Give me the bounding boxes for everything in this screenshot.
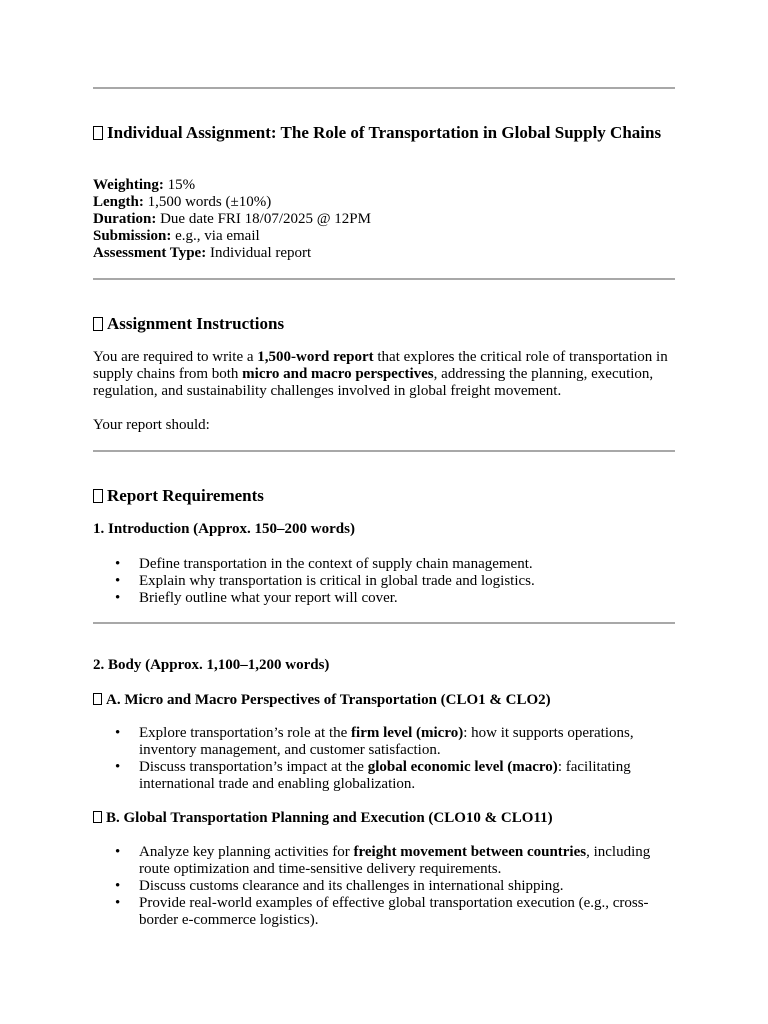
meta-submission: Submission: e.g., via email — [93, 228, 260, 244]
instructions-heading: Assignment Instructions — [93, 314, 675, 333]
section-b-heading: B. Global Transportation Planning and Execution (CLO10 & CLO11) — [93, 810, 675, 827]
list-item: • Explain why transportation is critical in global trade and logistics. — [93, 573, 675, 590]
page-title — [93, 123, 675, 142]
meta-length: Length: 1,500 words (±10%) — [93, 194, 272, 210]
divider — [93, 278, 675, 280]
list-item: • Analyze key planning activities for freight movement between countries, including route optimization and time-sensitive delivery requirements. — [93, 844, 675, 878]
page-title-text: Individual Assignment: The Role of Transportation in Global Supply Chains — [107, 123, 662, 142]
introduction-list — [93, 556, 675, 607]
section-a-heading: A. Micro and Macro Perspectives of Transportation (CLO1 & CLO2) — [93, 692, 675, 709]
body-heading: 2. Body (Approx. 1,100–1,200 words) — [93, 657, 330, 673]
divider — [93, 622, 675, 624]
requirements-heading: Report Requirements — [93, 486, 675, 505]
document-icon — [93, 126, 103, 140]
assignment-meta — [93, 177, 675, 262]
section-icon — [93, 811, 102, 823]
list-item: • Provide real-world examples of effective global transportation execution (e.g., cross-border e-commerce logistics). — [93, 895, 675, 929]
clipboard-icon — [93, 317, 103, 331]
list-item: • Briefly outline what your report will cover. — [93, 590, 675, 607]
introduction-heading: 1. Introduction (Approx. 150–200 words) — [93, 521, 355, 537]
list-item: • Discuss transportation’s impact at the global economic level (macro): facilitating international trade and enabling globalization. — [93, 759, 675, 793]
divider — [93, 450, 675, 452]
section-a-list — [93, 725, 675, 793]
meta-weighting: Weighting: 15% — [93, 177, 196, 193]
list-item: • Define transportation in the context of supply chain management. — [93, 556, 675, 573]
checklist-icon — [93, 489, 103, 503]
meta-duration: Duration: Due date FRI 18/07/2025 @ 12PM — [93, 211, 371, 227]
instructions-lead: Your report should: — [93, 417, 210, 433]
divider — [93, 87, 675, 89]
instructions-paragraph: You are required to write a 1,500-word report that explores the critical role of transportation in supply chains from both micro and macro perspectives, addressing the planning, execution, regulation, and sustainability challenges involved in global freight movement. — [93, 349, 668, 399]
meta-assessment-type: Assessment Type: Individual report — [93, 245, 312, 261]
list-item: • Explore transportation’s role at the firm level (micro): how it supports operations, inventory management, and customer satisfaction. — [93, 725, 675, 759]
section-icon — [93, 693, 102, 705]
list-item: • Discuss customs clearance and its challenges in international shipping. — [93, 878, 675, 895]
section-b-list — [93, 844, 675, 929]
